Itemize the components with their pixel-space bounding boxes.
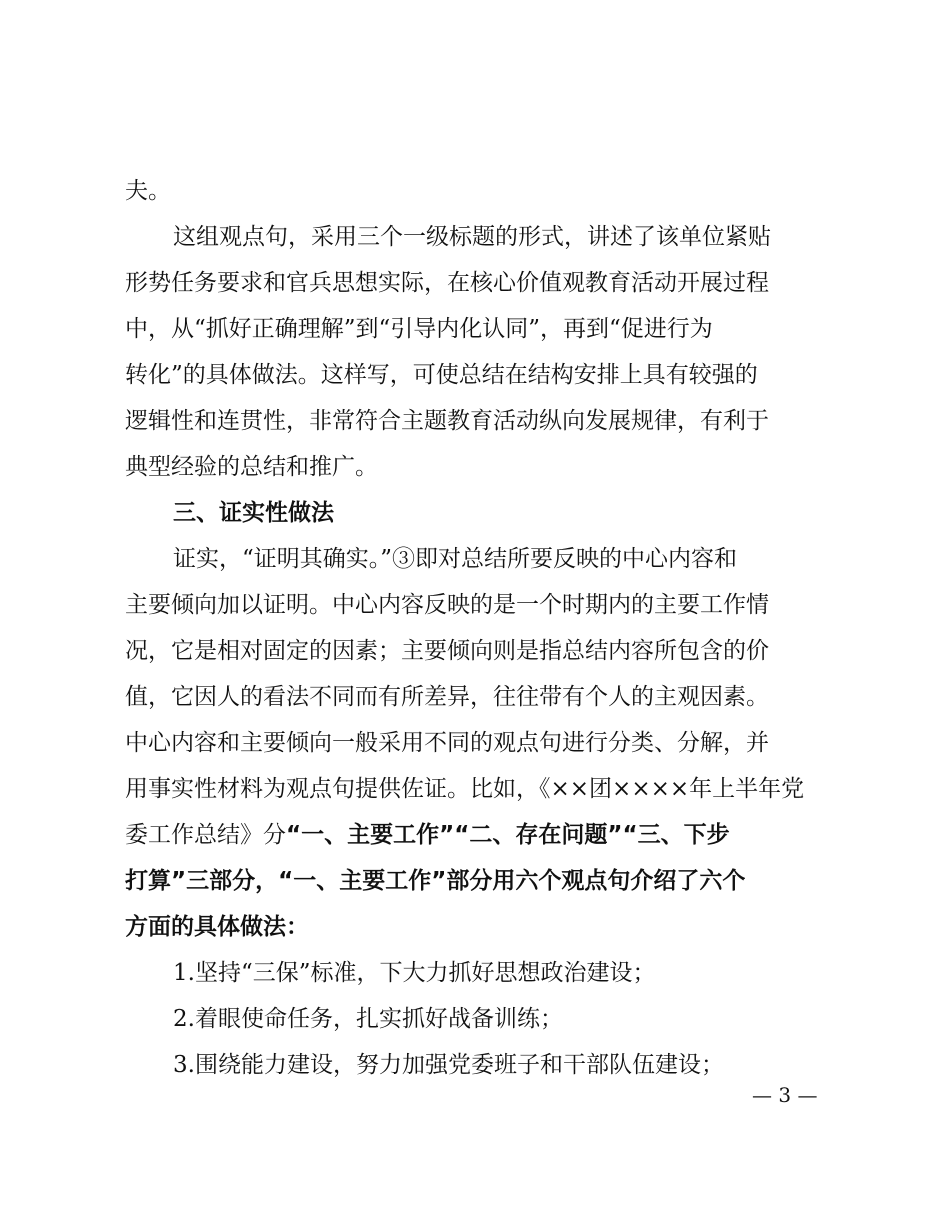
paragraph-line xyxy=(125,820,835,850)
paragraph-line: 形势任务要求和官兵思想实际，在核心价值观教育活动开展过程 xyxy=(125,270,769,296)
paragraph-line: 证实，“证明其确实。”③即对总结所要反映的中心内容和 xyxy=(173,546,738,572)
section-heading: 三、证实性做法 xyxy=(173,500,334,526)
paragraph-line: 逻辑性和连贯性，非常符合主题教育活动纵向发展规律，有利于 xyxy=(125,408,769,434)
paragraph-line-normal: 委工作总结》分 xyxy=(125,822,286,848)
paragraph-line: 典型经验的总结和推广。 xyxy=(125,454,378,480)
paragraph-line-bold: “一、主要工作”“二、存在问题”“三、下步 xyxy=(286,822,730,848)
paragraph-line: 况，它是相对固定的因素；主要倾向则是指总结内容所包含的价 xyxy=(125,638,769,664)
list-item: 2.着眼使命任务，扎实抓好战备训练； xyxy=(173,1006,563,1032)
paragraph-line: 值，它因人的看法不同而有所差异，往往带有个人的主观因素。 xyxy=(125,684,769,710)
paragraph-line-bold: 打算”三部分，“一、主要工作”部分用六个观点句介绍了六个 xyxy=(125,868,746,894)
paragraph-line: 夫。 xyxy=(125,178,171,204)
paragraph-line: 用事实性材料为观点句提供佐证。比如，《××团××××年上半年党 xyxy=(125,776,805,802)
paragraph-line: 转化”的具体做法。这样写，可使总结在结构安排上具有较强的 xyxy=(125,362,758,388)
paragraph-line: 这组观点句，采用三个一级标题的形式，讲述了该单位紧贴 xyxy=(173,224,771,250)
page-number: — 3 — xyxy=(752,1083,818,1107)
paragraph-line: 中，从“抓好正确理解”到“引导内化认同”，再到“促进行为 xyxy=(125,316,713,342)
paragraph-line-bold: 方面的具体做法： xyxy=(125,914,309,940)
paragraph-line: 主要倾向加以证明。中心内容反映的是一个时期内的主要工作情 xyxy=(125,592,769,618)
list-item: 1.坚持“三保”标准，下大力抓好思想政治建设； xyxy=(173,960,656,986)
list-item: 3.围绕能力建设，努力加强党委班子和干部队伍建设； xyxy=(173,1052,724,1078)
paragraph-line: 中心内容和主要倾向一般采用不同的观点句进行分类、分解，并 xyxy=(125,730,769,756)
